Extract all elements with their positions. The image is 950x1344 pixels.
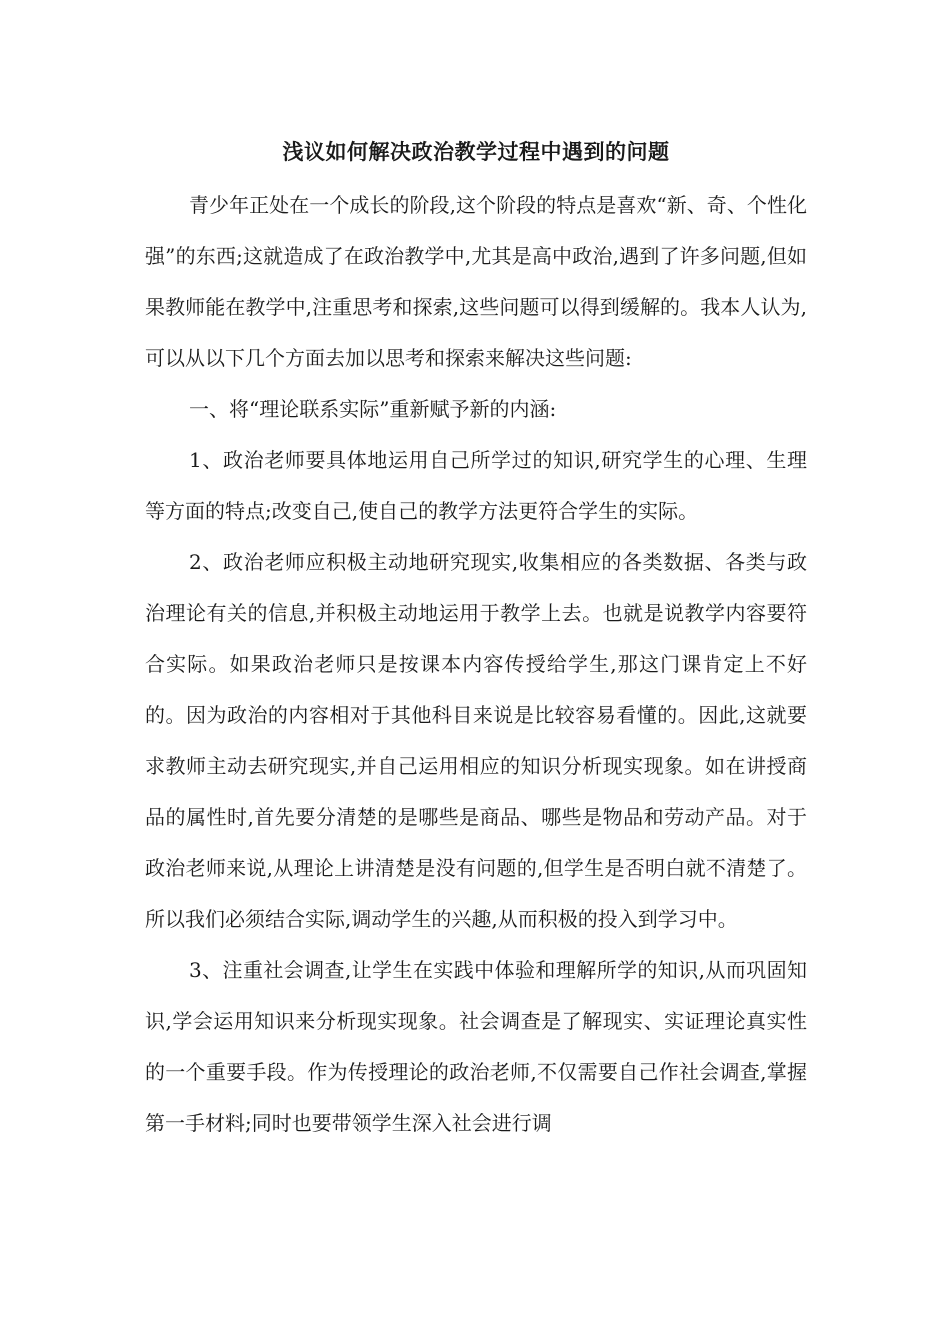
- paragraph-section-heading: 一、将“理论联系实际”重新赋予新的内涵:: [189, 397, 557, 421]
- paragraph-point-1: 1、政治老师要具体地运用自己所学过的知识,研究学生的心理、生理等方面的特点;改变自己,使自己的教学方法更符合学生的实际。: [145, 448, 807, 523]
- paragraph-intro: 青少年正处在一个成长的阶段,这个阶段的特点是喜欢“新、奇、个性化强”的东西;这就造成了在政治教学中,尤其是高中政治,遇到了许多问题,但如果教师能在教学中,注重思考和探索,这些问题可以得到缓解的。我本人认为,可以从以下几个方面去加以思考和探索来解决这些问题:: [145, 193, 807, 370]
- paragraph-point-2: 2、政治老师应积极主动地研究现实,收集相应的各类数据、各类与政治理论有关的信息,并积极主动地运用于教学上去。也就是说教学内容要符合实际。如果政治老师只是按课本内容传授给学生,那这门课肯定上不好的。因为政治的内容相对于其他科目来说是比较容易看懂的。因此,这就要求教师主动去研究现实,并自己运用相应的知识分析现实现象。如在讲授商品的属性时,首先要分清楚的是哪些是商品、哪些是物品和劳动产品。对于政治老师来说,从理论上讲清楚是没有问题的,但学生是否明白就不清楚了。所以我们必须结合实际,调动学生的兴趣,从而积极的投入到学习中。: [145, 550, 807, 931]
- paragraph-point-3: 3、注重社会调查,让学生在实践中体验和理解所学的知识,从而巩固知识,学会运用知识来分析现实现象。社会调查是了解现实、实证理论真实性的一个重要手段。作为传授理论的政治老师,不仅需要自己作社会调查,掌握第一手材料;同时也要带领学生深入社会进行调: [145, 958, 807, 1135]
- document-body: [145, 136, 807, 1149]
- document-title: 浅议如何解决政治教学过程中遇到的问题: [282, 139, 670, 164]
